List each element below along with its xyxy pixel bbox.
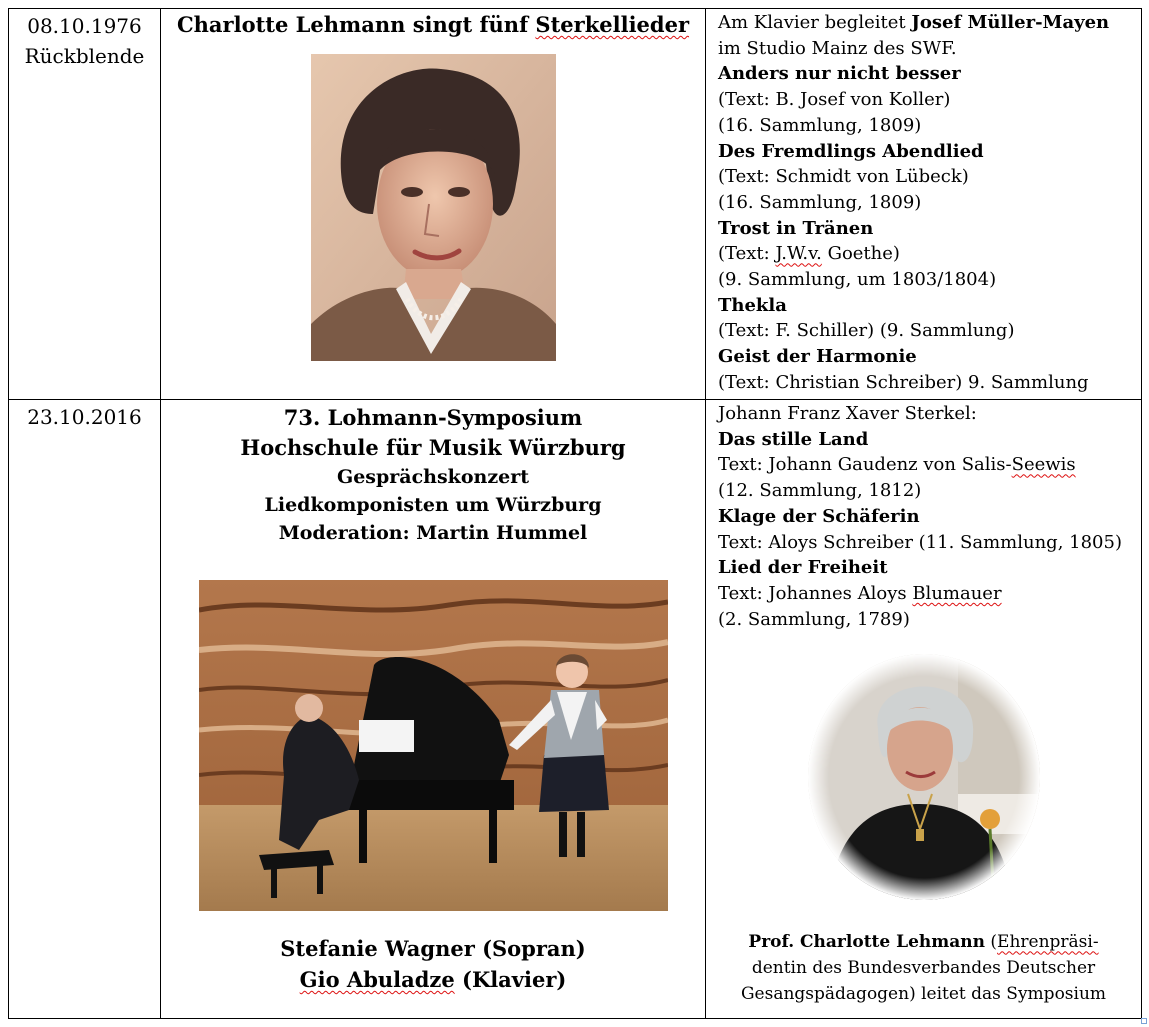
song-text-line: Text: Aloys Schreiber (11. Sammlung, 1805) xyxy=(718,531,1122,553)
song-title: Lied der Freiheit xyxy=(718,557,888,579)
heading-line: Liedkomponisten um Würzburg xyxy=(264,494,602,516)
event-heading xyxy=(161,403,705,547)
songs-block xyxy=(706,9,1141,396)
pianist-name: Josef Müller-Mayen xyxy=(911,12,1110,33)
songs-block xyxy=(706,400,1141,632)
heading-line: Hochschule für Musik Würzburg xyxy=(240,435,626,460)
song-title: Thekla xyxy=(718,294,787,316)
song-text-line xyxy=(718,452,1141,478)
event-date-note: Rückblende xyxy=(24,44,145,68)
event-cell xyxy=(161,9,706,400)
studio-line: im Studio Mainz des SWF. xyxy=(718,37,957,59)
caption-line: dentin des Bundesverbandes Deutscher xyxy=(751,958,1096,979)
caption-underlined: Ehrenpräsi- xyxy=(997,932,1099,953)
caption-name: Prof. Charlotte Lehmann xyxy=(748,932,985,953)
portrait-photo-wrap xyxy=(161,54,705,361)
date-cell xyxy=(9,9,161,400)
song-text-underlined: Blumauer xyxy=(912,582,1002,604)
song-title: Geist der Harmonie xyxy=(718,346,917,368)
songs-cell xyxy=(706,9,1142,400)
event-title-text: Charlotte Lehmann singt fünf xyxy=(176,12,536,37)
photo-caption xyxy=(706,929,1141,1007)
song-text-line: (Text: B. Josef von Koller) xyxy=(718,89,951,111)
song-title: Trost in Tränen xyxy=(718,217,874,239)
song-text-line: (Text: Christian Schreiber) 9. Sammlung xyxy=(718,371,1089,393)
song-text-prefix: (Text: xyxy=(718,243,776,265)
song-title: Das stille Land xyxy=(718,428,869,450)
caption-line xyxy=(706,929,1141,955)
song-text-line xyxy=(718,581,1141,607)
event-date: 08.10.1976 xyxy=(27,14,142,38)
song-collection-line: (16. Sammlung, 1809) xyxy=(718,191,922,213)
intro-text: Am Klavier begleitet xyxy=(718,12,912,33)
performer-line: Stefanie Wagner (Sopran) xyxy=(280,936,586,961)
oval-photo-wrap xyxy=(706,654,1141,900)
portrait-photo xyxy=(311,54,556,361)
song-text-underlined: Seewis xyxy=(1011,454,1076,476)
song-text-prefix: Text: Johann Gaudenz von Salis- xyxy=(718,454,1012,476)
songs-cell xyxy=(706,400,1142,1019)
table-row xyxy=(9,9,1142,400)
song-collection-line: (16. Sammlung, 1809) xyxy=(718,114,922,136)
song-text-suffix: Goethe) xyxy=(821,243,900,265)
song-text-line xyxy=(718,241,1141,267)
oval-portrait-photo xyxy=(808,654,1040,900)
song-text-line: (Text: F. Schiller) (9. Sammlung) xyxy=(718,320,1015,342)
concert-photo xyxy=(199,580,668,911)
date-cell xyxy=(9,400,161,1019)
program-table xyxy=(8,8,1142,1019)
event-title xyxy=(161,12,705,37)
event-cell xyxy=(161,400,706,1019)
instrument-text: (Klavier) xyxy=(454,967,567,992)
composer-line: Johann Franz Xaver Sterkel: xyxy=(718,403,977,424)
performer-line xyxy=(161,964,705,995)
event-date: 23.10.2016 xyxy=(27,405,142,429)
song-title: Klage der Schäferin xyxy=(718,505,920,527)
accompaniment-line xyxy=(718,10,1141,36)
song-text-prefix: Text: Johannes Aloys xyxy=(718,582,913,604)
table-row xyxy=(9,400,1142,1019)
caption-bracket: ( xyxy=(984,932,998,953)
event-title-underlined: Sterkellieder xyxy=(535,12,690,37)
song-collection-line: (9. Sammlung, um 1803/1804) xyxy=(718,269,997,291)
pianist-underlined: Gio Abuladze xyxy=(299,967,455,992)
concert-photo-wrap xyxy=(161,580,705,911)
song-title: Des Fremdlings Abendlied xyxy=(718,140,984,162)
song-text-line: (Text: Schmidt von Lübeck) xyxy=(718,166,969,188)
song-title: Anders nur nicht besser xyxy=(718,63,961,85)
song-collection-line: (12. Sammlung, 1812) xyxy=(718,480,922,502)
heading-line: 73. Lohmann-Symposium xyxy=(283,405,583,430)
song-collection-line: (2. Sammlung, 1789) xyxy=(718,608,910,630)
resize-handle-marker xyxy=(1141,1018,1147,1024)
caption-line: Gesangspädagogen) leitet das Symposium xyxy=(740,984,1107,1005)
heading-line: Moderation: Martin Hummel xyxy=(278,522,588,544)
song-text-underlined: J.W.v. xyxy=(775,243,822,265)
heading-line: Gesprächskonzert xyxy=(336,466,529,488)
